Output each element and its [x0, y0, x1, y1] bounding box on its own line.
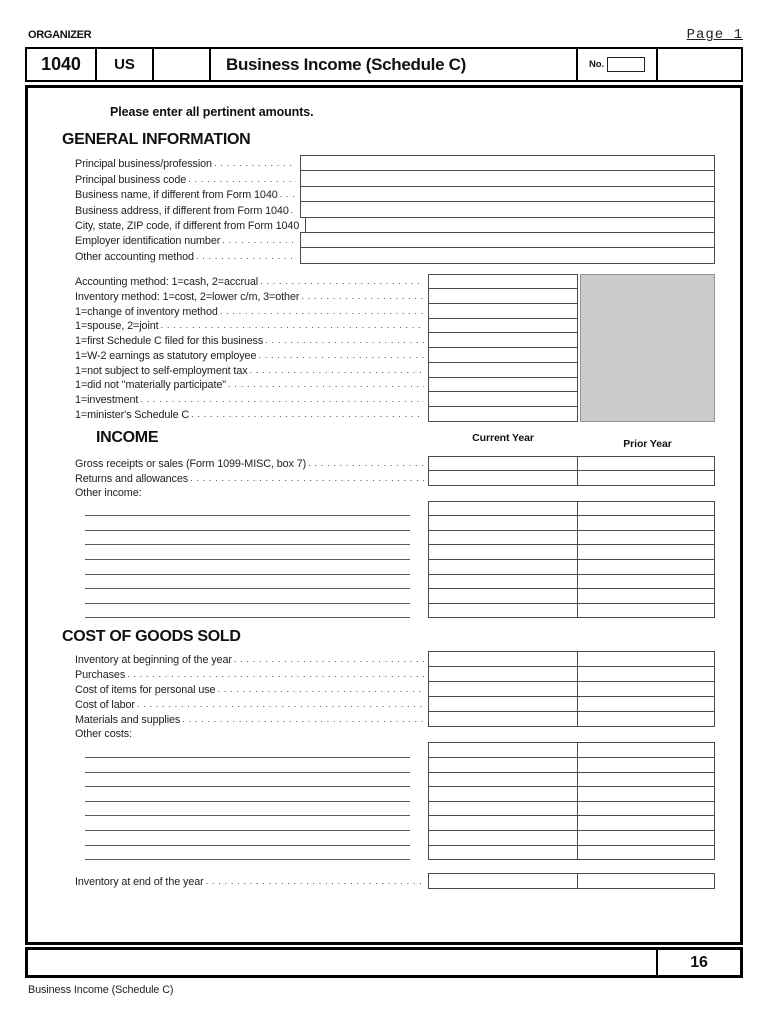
header-empty-cell — [154, 49, 211, 80]
prior-year-input-box[interactable] — [578, 545, 714, 559]
current-year-input-box[interactable] — [429, 516, 578, 530]
amount-field-row — [28, 873, 740, 889]
amount-box-pair — [428, 873, 715, 889]
dotted-leader — [301, 289, 424, 303]
amount-field-row — [28, 711, 740, 727]
amount-box-pair — [428, 681, 715, 697]
amount-box-pair — [428, 772, 715, 788]
dotted-leader — [214, 156, 296, 170]
field-label: Purchases — [75, 669, 126, 682]
other-entry-row — [28, 559, 740, 575]
field-input-box[interactable] — [305, 217, 715, 233]
field-input-box[interactable] — [428, 332, 578, 348]
amount-box-pair — [428, 574, 715, 590]
amount-box-pair — [428, 801, 715, 817]
prior-year-input-box[interactable] — [578, 652, 714, 666]
other-entry-row — [28, 772, 740, 788]
prior-year-input-box[interactable] — [578, 712, 714, 726]
other-income-grid — [28, 501, 740, 619]
description-write-in-line[interactable] — [85, 786, 410, 802]
field-label: 1=W-2 earnings as statutory employee — [75, 349, 257, 362]
description-write-in-line[interactable] — [85, 801, 410, 817]
copy-number-input-box[interactable] — [607, 57, 645, 72]
spacer — [410, 801, 428, 817]
description-write-in-line[interactable] — [85, 515, 410, 531]
current-year-column-header: Current Year — [472, 431, 534, 444]
amount-box-pair — [428, 815, 715, 831]
other-entry-row — [28, 530, 740, 546]
prior-year-input-box[interactable] — [578, 682, 714, 696]
field-label: Cost of items for personal use — [75, 684, 216, 697]
method-question-rows — [28, 274, 740, 422]
field-label: Inventory at end of the year — [75, 876, 204, 889]
description-write-in-line[interactable] — [85, 757, 410, 773]
field-input-box[interactable] — [428, 406, 578, 422]
amount-box-pair — [428, 742, 715, 758]
form-header-bar — [25, 47, 743, 82]
field-input-box[interactable] — [428, 318, 578, 334]
cost-of-goods-sold-heading: COST OF GOODS SOLD — [62, 628, 241, 646]
current-year-input-box[interactable] — [429, 846, 578, 860]
field-label: 1=investment — [75, 393, 139, 406]
field-input-box[interactable] — [300, 247, 715, 263]
description-write-in-line[interactable] — [85, 603, 410, 619]
description-write-in-line[interactable] — [85, 830, 410, 846]
current-year-input-box[interactable] — [429, 758, 578, 772]
other-entry-row — [28, 588, 740, 604]
amount-box-pair — [428, 515, 715, 531]
description-write-in-line[interactable] — [85, 742, 410, 758]
current-year-input-box[interactable] — [429, 697, 578, 711]
field-label: Inventory at beginning of the year — [75, 654, 232, 667]
shaded-not-applicable-area — [580, 274, 715, 422]
other-entry-row — [28, 786, 740, 802]
amount-box-pair — [428, 757, 715, 773]
prior-year-input-box[interactable] — [578, 816, 714, 830]
field-label: 1=did not "materially participate" — [75, 379, 227, 392]
no-label: No. — [588, 59, 604, 70]
general-information-rows — [28, 155, 740, 264]
amount-box-pair — [428, 696, 715, 712]
income-heading: INCOME — [96, 428, 159, 446]
prior-year-input-box[interactable] — [578, 457, 714, 471]
dotted-leader — [190, 471, 424, 485]
prior-year-input-box[interactable] — [578, 787, 714, 801]
field-label: Inventory method: 1=cost, 2=lower c/m, 3=other — [75, 291, 300, 304]
current-year-input-box[interactable] — [429, 831, 578, 845]
description-write-in-line[interactable] — [85, 530, 410, 546]
description-write-in-line[interactable] — [85, 574, 410, 590]
field-input-box[interactable] — [300, 201, 715, 217]
spacer — [410, 501, 428, 517]
prior-year-input-box[interactable] — [578, 471, 714, 485]
header-empty-cell-right — [658, 49, 741, 80]
description-write-in-line[interactable] — [85, 815, 410, 831]
prior-year-input-box[interactable] — [578, 502, 714, 516]
dotted-leader — [228, 377, 424, 391]
current-year-input-box[interactable] — [429, 682, 578, 696]
prior-year-column-header: Prior Year — [623, 437, 672, 450]
other-entry-row — [28, 845, 740, 861]
form-field-row — [28, 217, 740, 233]
dotted-leader — [222, 233, 296, 247]
dotted-leader — [234, 652, 424, 666]
spacer — [410, 559, 428, 575]
amount-box-pair — [428, 603, 715, 619]
dotted-leader — [137, 697, 424, 711]
current-year-input-box[interactable] — [429, 560, 578, 574]
spacer — [410, 772, 428, 788]
dotted-leader — [250, 363, 424, 377]
amount-box-pair — [428, 651, 715, 667]
description-write-in-line[interactable] — [85, 544, 410, 560]
amount-box-pair — [428, 530, 715, 546]
amount-box-pair — [428, 559, 715, 575]
dotted-leader — [280, 187, 296, 201]
form-field-row — [28, 155, 740, 171]
field-label: Business address, if different from Form 1040 — [75, 204, 289, 217]
description-write-in-line[interactable] — [85, 559, 410, 575]
description-write-in-line[interactable] — [85, 501, 410, 517]
page-number-box: 16 — [690, 953, 708, 971]
dotted-leader — [308, 456, 424, 470]
prior-year-input-box[interactable] — [578, 743, 714, 757]
dotted-leader — [291, 203, 296, 217]
form-field-row — [28, 247, 740, 263]
spacer — [410, 544, 428, 560]
spacer — [410, 574, 428, 590]
field-input-box[interactable] — [300, 186, 715, 202]
other-entry-row — [28, 574, 740, 590]
description-write-in-line[interactable] — [85, 588, 410, 604]
field-input-box[interactable] — [428, 347, 578, 363]
amount-box-pair — [428, 845, 715, 861]
spacer — [410, 742, 428, 758]
field-label: 1=spouse, 2=joint — [75, 320, 159, 333]
field-label: Other accounting method — [75, 250, 194, 263]
field-label: Returns and allowances — [75, 472, 189, 485]
field-label: Business name, if different from Form 1040 — [75, 189, 278, 202]
current-year-input-box[interactable] — [429, 802, 578, 816]
prior-year-input-box[interactable] — [578, 531, 714, 545]
amount-box-pair — [428, 711, 715, 727]
current-year-input-box[interactable] — [429, 457, 578, 471]
form-field-row — [28, 201, 740, 217]
dotted-leader — [140, 392, 424, 406]
current-year-input-box[interactable] — [429, 773, 578, 787]
dotted-leader — [182, 712, 424, 726]
amount-field-row — [28, 681, 740, 697]
amount-box-pair — [428, 786, 715, 802]
form-number: 1040 — [27, 49, 97, 80]
form-title: Business Income (Schedule C) — [211, 49, 578, 80]
current-year-input-box[interactable] — [429, 471, 578, 485]
general-information-heading: GENERAL INFORMATION — [62, 131, 251, 148]
other-entry-row — [28, 801, 740, 817]
field-label: Gross receipts or sales (Form 1099-MISC, box 7) — [75, 458, 307, 471]
current-year-input-box[interactable] — [429, 545, 578, 559]
dotted-leader — [127, 667, 424, 681]
spacer — [410, 757, 428, 773]
other-costs-grid — [28, 742, 740, 860]
prior-year-input-box[interactable] — [578, 667, 714, 681]
amount-box-pair — [428, 830, 715, 846]
other-costs-label: Other costs: — [75, 728, 133, 741]
current-year-input-box[interactable] — [429, 712, 578, 726]
spacer — [410, 588, 428, 604]
amount-field-row — [28, 456, 740, 472]
prior-year-input-box[interactable] — [578, 604, 714, 618]
inventory-end-row-wrap — [28, 873, 740, 889]
dotted-leader — [191, 407, 424, 421]
prior-year-input-box[interactable] — [578, 802, 714, 816]
prior-year-input-box[interactable] — [578, 773, 714, 787]
dotted-leader — [206, 874, 424, 888]
spacer — [410, 830, 428, 846]
copy-number-cell — [578, 49, 658, 80]
field-label: Accounting method: 1=cash, 2=accrual — [75, 276, 259, 289]
dotted-leader — [161, 318, 424, 332]
prior-year-input-box[interactable] — [578, 874, 714, 888]
prior-year-input-box[interactable] — [578, 697, 714, 711]
field-label: Principal business code — [75, 173, 187, 186]
amount-box-pair — [428, 456, 715, 472]
other-entry-row — [28, 544, 740, 560]
field-label: 1=change of inventory method — [75, 305, 218, 318]
dotted-leader — [196, 249, 296, 263]
spacer — [410, 603, 428, 619]
field-input-box[interactable] — [428, 288, 578, 304]
current-year-input-box[interactable] — [429, 575, 578, 589]
field-label: Principal business/profession — [75, 158, 212, 171]
spacer — [410, 786, 428, 802]
prior-year-input-box[interactable] — [578, 589, 714, 603]
field-input-box[interactable] — [300, 155, 715, 171]
dotted-leader — [260, 274, 424, 288]
prior-year-input-box[interactable] — [578, 516, 714, 530]
form-body — [25, 85, 743, 945]
other-entry-row — [28, 815, 740, 831]
spacer — [410, 515, 428, 531]
dotted-leader — [217, 682, 424, 696]
field-input-box[interactable] — [300, 232, 715, 248]
amount-field-row — [28, 470, 740, 486]
dotted-leader — [220, 304, 424, 318]
form-footer-caption: Business Income (Schedule C) — [28, 984, 174, 996]
amount-field-row — [28, 666, 740, 682]
field-label: Employer identification number — [75, 235, 221, 248]
field-input-box[interactable] — [428, 377, 578, 393]
field-input-box[interactable] — [428, 391, 578, 407]
prior-year-input-box[interactable] — [578, 831, 714, 845]
page-footer-bar — [25, 947, 743, 978]
current-year-input-box[interactable] — [429, 787, 578, 801]
prior-year-input-box[interactable] — [578, 560, 714, 574]
current-year-input-box[interactable] — [429, 816, 578, 830]
dotted-leader — [265, 333, 424, 347]
form-field-row — [28, 186, 740, 202]
other-entry-row — [28, 501, 740, 517]
spacer — [410, 530, 428, 546]
amount-box-pair — [428, 588, 715, 604]
form-field-row — [28, 170, 740, 186]
other-entry-row — [28, 515, 740, 531]
field-label: 1=minister's Schedule C — [75, 408, 190, 421]
dotted-leader — [188, 172, 296, 186]
prior-year-input-box[interactable] — [578, 758, 714, 772]
dotted-leader — [258, 348, 424, 362]
field-label: 1=not subject to self-employment tax — [75, 364, 248, 377]
other-entry-row — [28, 742, 740, 758]
current-year-input-box[interactable] — [429, 589, 578, 603]
current-year-input-box[interactable] — [429, 667, 578, 681]
other-income-label: Other income: — [75, 486, 142, 499]
current-year-input-box[interactable] — [429, 604, 578, 618]
spacer — [410, 815, 428, 831]
description-write-in-line[interactable] — [85, 772, 410, 788]
other-entry-row — [28, 757, 740, 773]
footer-empty-cell — [28, 950, 658, 975]
prior-year-input-box[interactable] — [578, 575, 714, 589]
field-input-box[interactable] — [428, 274, 578, 290]
current-year-input-box[interactable] — [429, 743, 578, 757]
field-input-box[interactable] — [428, 362, 578, 378]
field-label: Materials and supplies — [75, 714, 181, 727]
amount-field-row — [28, 651, 740, 667]
amount-box-pair — [428, 470, 715, 486]
field-input-box[interactable] — [300, 170, 715, 186]
spacer — [410, 845, 428, 861]
current-year-input-box[interactable] — [429, 874, 578, 888]
field-label: Cost of labor — [75, 699, 135, 712]
income-rows — [28, 456, 740, 486]
form-country: US — [97, 49, 154, 80]
current-year-input-box[interactable] — [429, 502, 578, 516]
other-entry-row — [28, 830, 740, 846]
prior-year-input-box[interactable] — [578, 846, 714, 860]
current-year-input-box[interactable] — [429, 531, 578, 545]
form-field-row — [28, 232, 740, 248]
field-label: City, state, ZIP code, if different from Form 1040 — [75, 219, 300, 232]
amount-box-pair — [428, 666, 715, 682]
field-input-box[interactable] — [428, 303, 578, 319]
current-year-input-box[interactable] — [429, 652, 578, 666]
page-number-top: Page 1 — [686, 27, 743, 43]
field-label: 1=first Schedule C filed for this business — [75, 335, 264, 348]
amount-field-row — [28, 696, 740, 712]
description-write-in-line[interactable] — [85, 845, 410, 861]
intro-instruction: Please enter all pertinent amounts. — [110, 105, 314, 119]
income-section-header — [28, 429, 740, 456]
amount-box-pair — [428, 501, 715, 517]
organizer-label: ORGANIZER — [28, 29, 92, 41]
other-entry-row — [28, 603, 740, 619]
amount-box-pair — [428, 544, 715, 560]
cost-of-goods-sold-rows — [28, 651, 740, 727]
